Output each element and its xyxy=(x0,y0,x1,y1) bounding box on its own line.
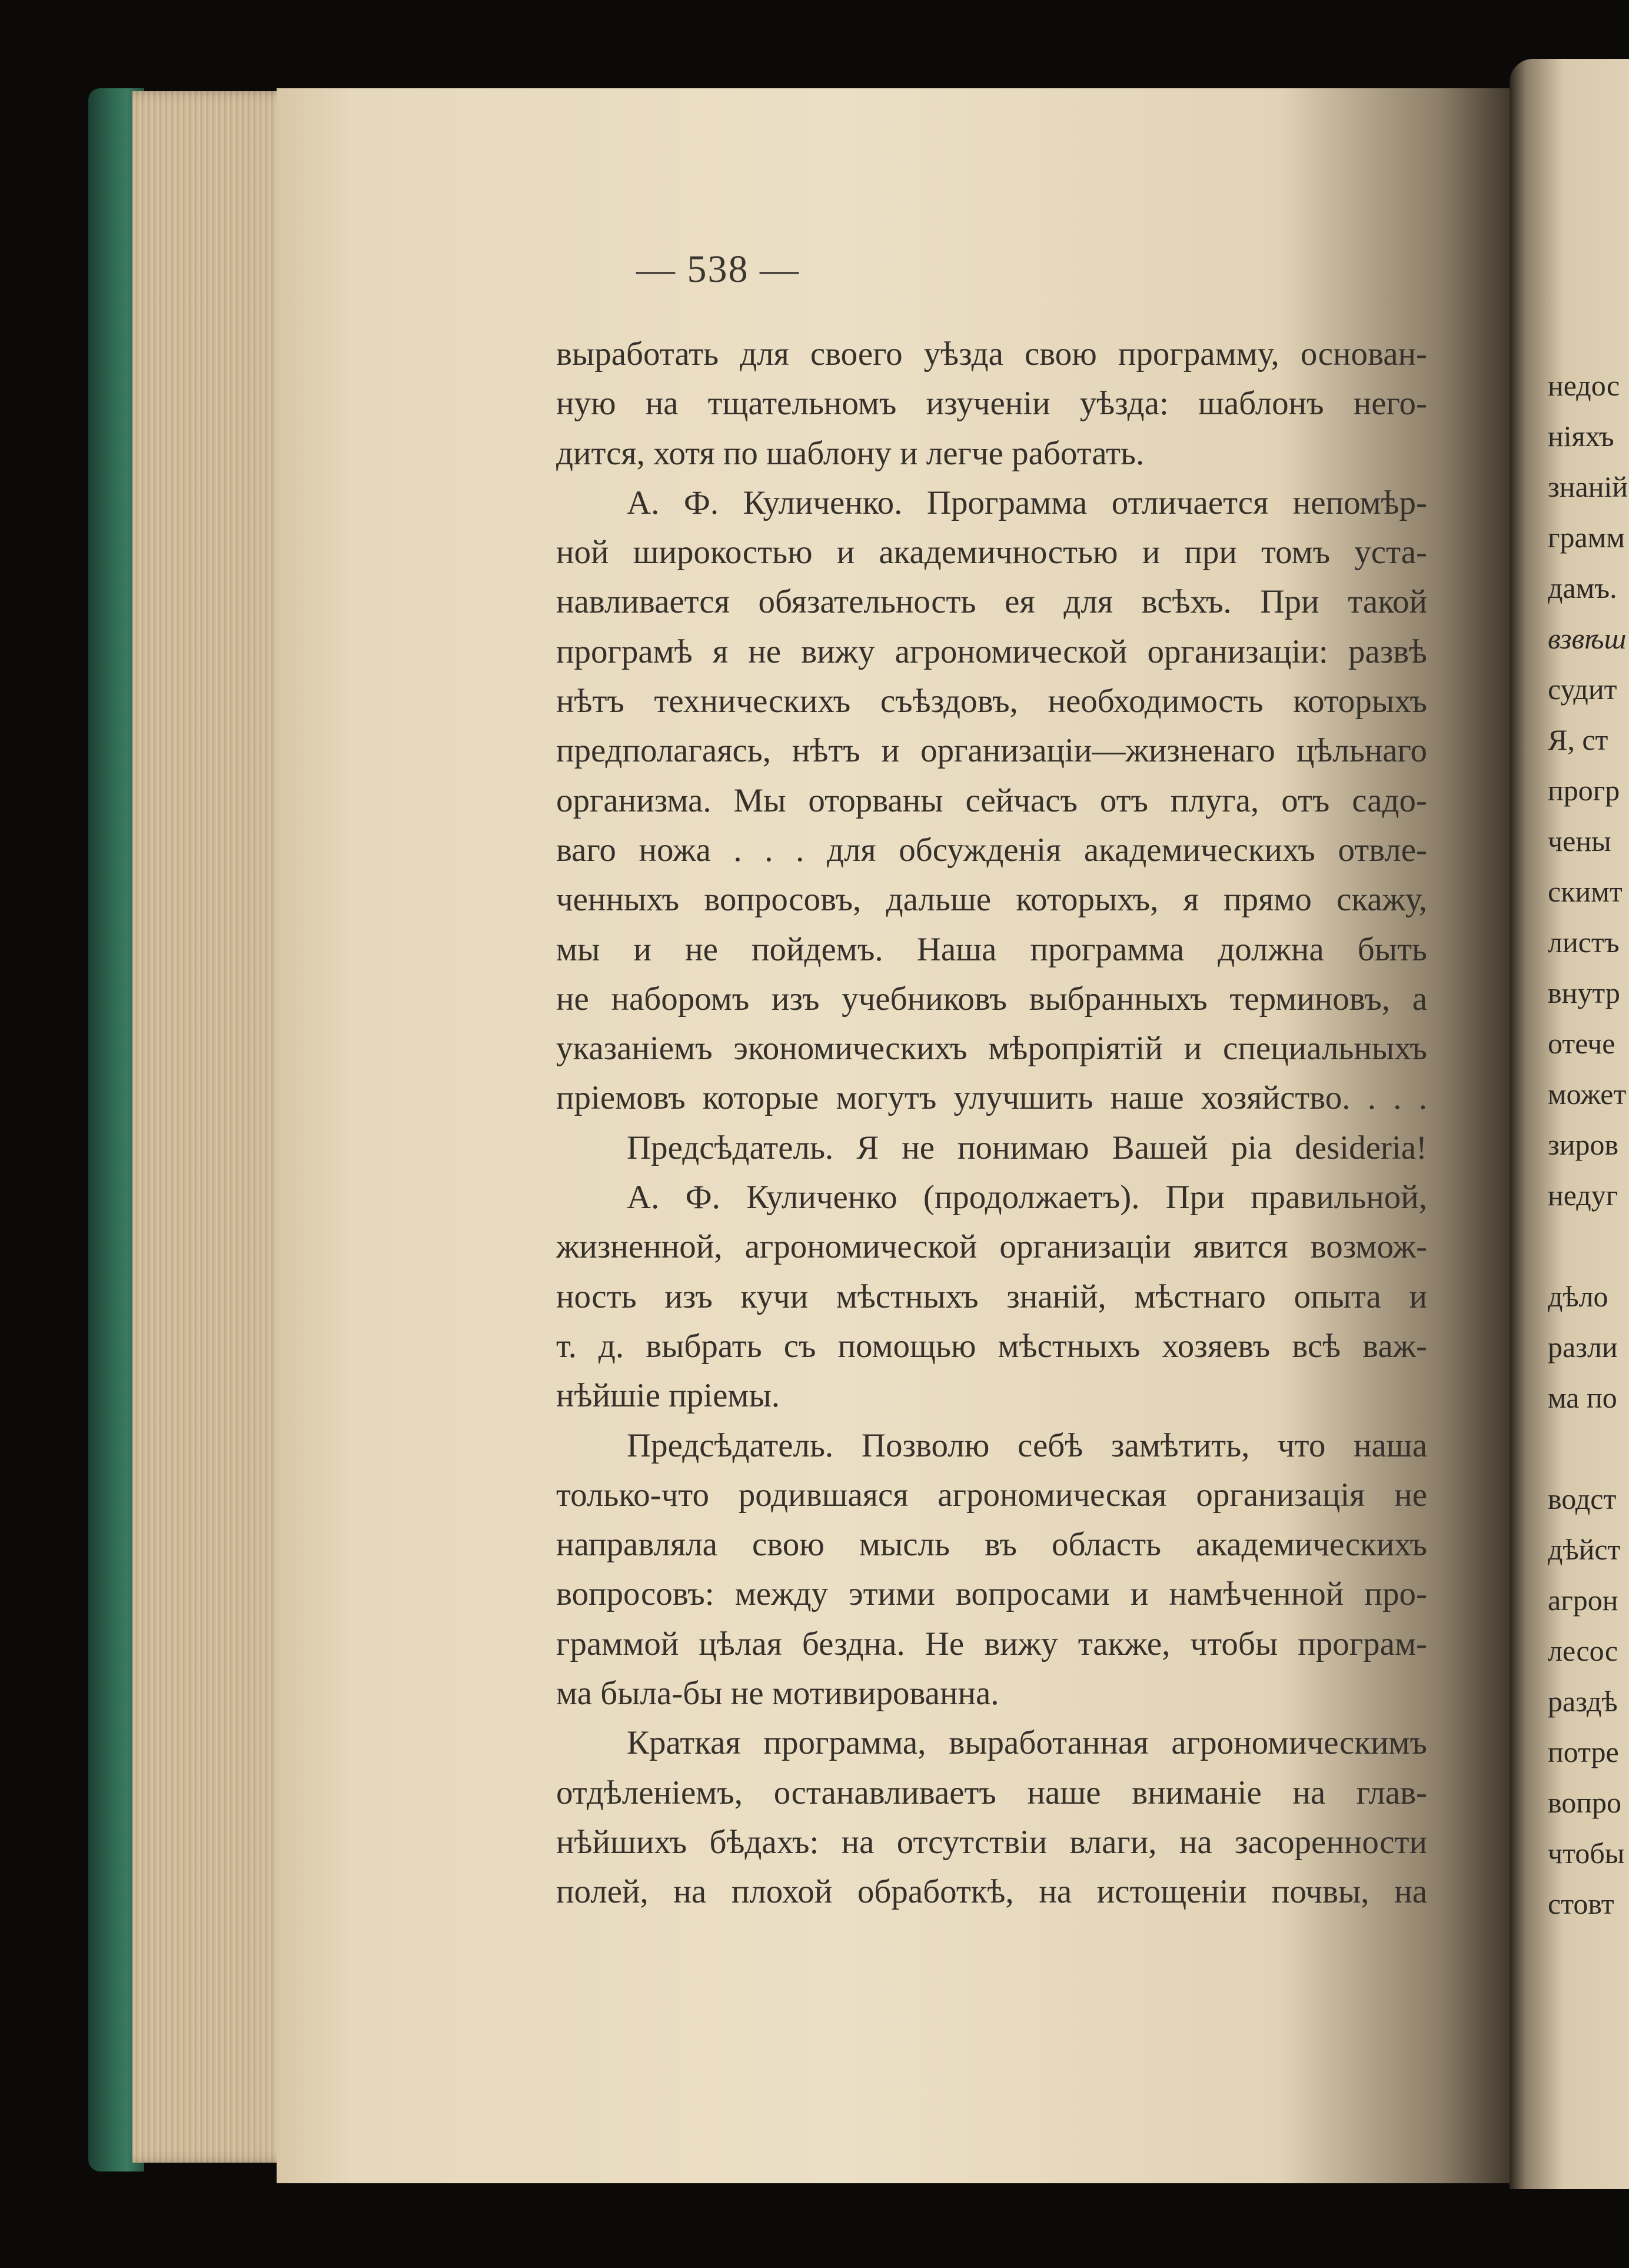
text-line: А. Ф. Куличенко (продолжаетъ). При правильной, xyxy=(627,1179,1427,1216)
text-line: полей, на плохой обработкѣ, на истощеніи почвы, на xyxy=(556,1873,1427,1911)
text-line: жизненной, агрономической организаціи явится возмож- xyxy=(556,1228,1427,1266)
text-line: нѣтъ техническихъ съѣздовъ, необходимость которыхъ xyxy=(556,683,1427,720)
right-text-line: агрон xyxy=(1548,1584,1618,1617)
right-text-gap xyxy=(1548,1221,1629,1271)
right-text-line: внутр xyxy=(1548,976,1620,1009)
page-number: — 538 — xyxy=(636,248,800,291)
right-text-line: дѣло xyxy=(1548,1280,1608,1313)
right-text-line: судит xyxy=(1548,673,1617,706)
text-line: организма. Мы оторваны сейчасъ отъ плуга, отъ садо- xyxy=(556,782,1427,819)
text-line: пріемовъ которые могутъ улучшить наше хозяйство. . . . xyxy=(556,1079,1427,1117)
text-line: Предсѣдатель. Я не понимаю Вашей pia desideria! xyxy=(627,1129,1427,1166)
text-line: указаніемъ экономическихъ мѣропріятій и специальныхъ xyxy=(556,1030,1427,1068)
text-line: ма была-бы не мотивированна. xyxy=(556,1675,999,1712)
left-page-text xyxy=(556,330,1427,1917)
text-line: ность изъ кучи мѣстныхъ знаній, мѣстнаго опыта и xyxy=(556,1278,1427,1315)
right-text-line: разли xyxy=(1548,1331,1618,1364)
right-text-line: чены xyxy=(1548,824,1611,857)
text-line: ченныхъ вопросовъ, дальше которыхъ, я прямо скажу, xyxy=(556,881,1427,919)
text-line: выработать для своего уѣзда свою программу, основан- xyxy=(556,335,1427,373)
right-text-line: недуг xyxy=(1548,1179,1618,1212)
text-line: т. д. выбрать съ помощью мѣстныхъ хозяевъ всѣ важ- xyxy=(556,1327,1427,1365)
right-text-line: зиров xyxy=(1548,1128,1619,1161)
right-text-line: грамм xyxy=(1548,521,1625,554)
text-line: нѣйшіе пріемы. xyxy=(556,1377,780,1415)
right-text-gap xyxy=(1548,1423,1629,1474)
right-text-line: раздѣ xyxy=(1548,1685,1618,1718)
right-text-line: взвѣш xyxy=(1548,622,1627,655)
text-line: не наборомъ изъ учебниковъ выбранныхъ терминовъ, а xyxy=(556,980,1427,1017)
right-text-line: вопро xyxy=(1548,1786,1622,1819)
text-line: граммой цѣлая бездна. Не вижу также, чтобы програм- xyxy=(556,1625,1427,1662)
text-line: отдѣленіемъ, останавливаетъ наше вниманіе на глав- xyxy=(556,1774,1427,1811)
text-line: Краткая программа, выработанная агрономическимъ xyxy=(627,1724,1427,1762)
right-text-line: недос xyxy=(1548,369,1620,402)
right-text-line: чтобы xyxy=(1548,1837,1625,1870)
text-line: ной широкостью и академичностью и при томъ уста- xyxy=(556,534,1427,571)
right-page-text xyxy=(1548,360,1629,1929)
text-line: предполагаясь, нѣтъ и организаціи—жизненаго цѣльнаго xyxy=(556,732,1427,770)
right-text-line: прогр xyxy=(1548,774,1620,807)
right-text-line: лесос xyxy=(1548,1634,1618,1667)
text-line: А. Ф. Куличенко. Программа отличается непомѣр- xyxy=(627,484,1427,521)
right-text-line: ма по xyxy=(1548,1381,1617,1414)
right-text-line: потре xyxy=(1548,1735,1619,1768)
right-text-line: листъ xyxy=(1548,926,1620,959)
text-line: вопросовъ: между этими вопросами и намѣченной про- xyxy=(556,1575,1427,1613)
text-line: дится, хотя по шаблону и легче работать. xyxy=(556,434,1145,472)
right-text-line: дѣйст xyxy=(1548,1533,1621,1566)
text-line: Предсѣдатель. Позволю себѣ замѣтить, что наша xyxy=(627,1426,1427,1464)
text-line: нѣйшихъ бѣдахъ: на отсутствіи влаги, на засоренности xyxy=(556,1823,1427,1861)
right-text-line: стовт xyxy=(1548,1887,1614,1920)
text-line: только-что родившаяся агрономическая организація не xyxy=(556,1476,1427,1514)
right-text-line: ніяхъ xyxy=(1548,420,1614,453)
right-text-line: дамъ. xyxy=(1548,571,1617,604)
right-text-line: может xyxy=(1548,1078,1627,1110)
right-text-line: скимт xyxy=(1548,875,1623,908)
right-text-line: Я, ст xyxy=(1548,723,1608,756)
right-text-line: отече xyxy=(1548,1027,1615,1060)
text-line: ную на тщательномъ изученіи уѣзда: шаблонъ него- xyxy=(556,385,1427,423)
right-text-line: знаній xyxy=(1548,470,1628,503)
text-line: мы и не пойдемъ. Наша программа должна быть xyxy=(556,930,1427,968)
text-line: навливается обязательность ея для всѣхъ. При такой xyxy=(556,583,1427,621)
page-number-area xyxy=(553,0,883,353)
text-line: ваго ножа . . . для обсужденія академическихъ отвле- xyxy=(556,831,1427,869)
text-line: програмѣ я не вижу агрономической организаціи: развѣ xyxy=(556,633,1427,670)
right-text-line: водст xyxy=(1548,1482,1617,1515)
text-line: направляла свою мысль въ область академическихъ xyxy=(556,1526,1427,1564)
